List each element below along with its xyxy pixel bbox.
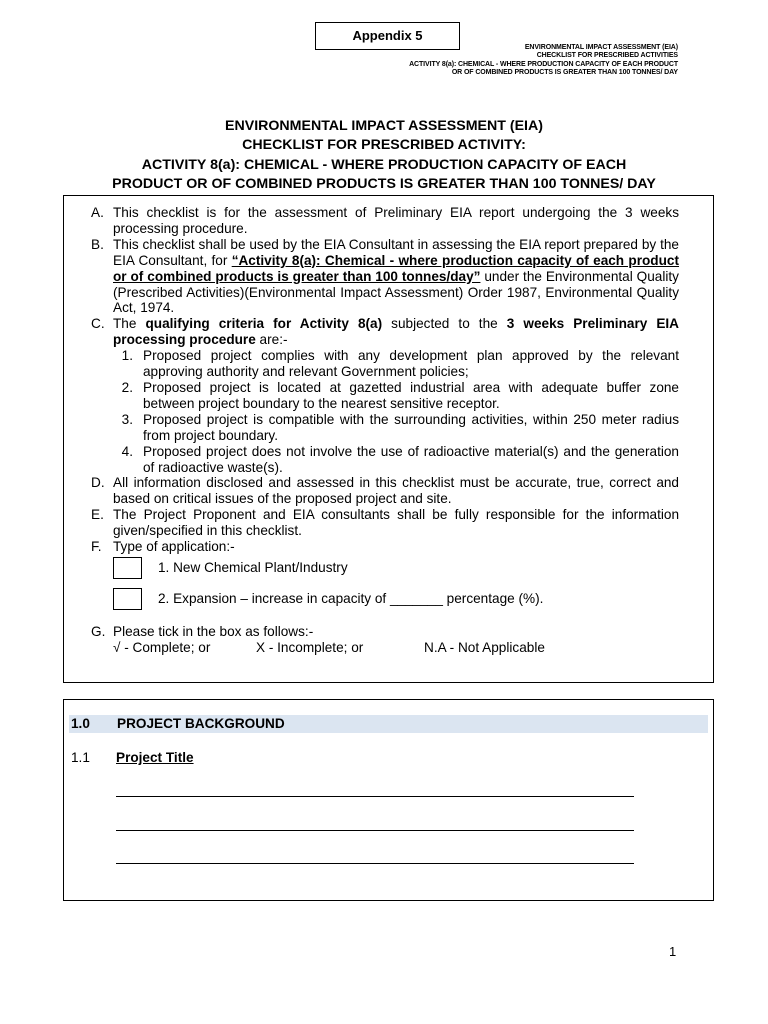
- new-plant-checkbox[interactable]: [113, 557, 142, 579]
- criteria-text: Proposed project is compatible with the surrounding activities, within 250 meter radius from project boundary.: [143, 411, 679, 443]
- running-header: [409, 44, 678, 77]
- appendix-label: Appendix 5: [315, 22, 460, 50]
- legend-complete: √ - Complete; or: [113, 639, 211, 655]
- criteria-item: [113, 348, 679, 380]
- application-type-option: [113, 557, 679, 579]
- criteria-marker: 4.: [121, 443, 133, 459]
- title-line: ACTIVITY 8(a): CHEMICAL - WHERE PRODUCTION CAPACITY OF EACH: [141, 156, 627, 173]
- title-line: CHECKLIST FOR PRESCRIBED ACTIVITY:: [242, 137, 526, 154]
- subsection-number: 1.1: [71, 750, 90, 765]
- criteria-item: [113, 380, 679, 412]
- legend-incomplete: X - Incomplete; or: [256, 639, 364, 655]
- expansion-checkbox[interactable]: [113, 588, 142, 610]
- section-title: PROJECT BACKGROUND: [117, 716, 285, 731]
- procedure-emphasis: 3 weeks Preliminary EIA processing procedure: [113, 316, 680, 348]
- application-type-option: [113, 588, 679, 610]
- criteria-marker: 2.: [121, 379, 133, 395]
- item-text: All information disclosed and assessed in this checklist must be accurate, true, correct and based on critical issues of the proposed project and site.: [113, 475, 679, 507]
- activity-name-emphasis: “Activity 8(a): Chemical - where production capacity of each product or of combined products is greater than 100 tonnes/day”: [113, 252, 680, 284]
- criteria-marker: 3.: [121, 411, 133, 427]
- page-number: 1: [669, 944, 677, 959]
- criteria-item: [113, 412, 679, 444]
- criteria-text: Proposed project is located at gazetted industrial area with adequate buffer zone between project boundary to the nearest sensitive receptor.: [143, 379, 679, 411]
- item-text: Type of application:-: [113, 539, 235, 555]
- item-text: [113, 316, 679, 348]
- option-label: 1. New Chemical Plant/Industry: [158, 559, 348, 575]
- project-title-input-line[interactable]: [116, 830, 634, 831]
- document-title: [60, 117, 708, 195]
- item-marker: F.: [91, 539, 102, 555]
- running-header-line: ACTIVITY 8(a): CHEMICAL - WHERE PRODUCTION CAPACITY OF EACH PRODUCT: [409, 60, 678, 68]
- project-title-input-line[interactable]: [116, 796, 634, 797]
- item-text-part: subjected to the: [382, 316, 507, 332]
- item-text: Please tick in the box as follows:-: [113, 623, 314, 639]
- project-background-section: [63, 699, 714, 901]
- qualifying-criteria-emphasis: qualifying criteria for Activity 8(a): [145, 316, 383, 332]
- subsection-title: Project Title: [116, 750, 194, 765]
- running-header-line: OR OF COMBINED PRODUCTS IS GREATER THAN 100 TONNES/ DAY: [451, 68, 678, 76]
- criteria-item: [113, 444, 679, 476]
- instruction-g: [91, 624, 679, 640]
- instruction-e: [91, 507, 679, 539]
- option-label: 2. Expansion – increase in capacity of _______ percentage (%).: [158, 590, 544, 606]
- item-marker: C.: [91, 316, 105, 332]
- item-marker: B.: [91, 236, 104, 252]
- running-header-line: CHECKLIST FOR PRESCRIBED ACTIVITIES: [536, 52, 678, 60]
- item-text: The Project Proponent and EIA consultants shall be fully responsible for the information given/specified in this checklist.: [113, 507, 679, 539]
- instructions-box: [63, 195, 714, 683]
- instruction-a: [91, 205, 679, 237]
- item-text-part: The: [113, 316, 146, 332]
- item-text: This checklist is for the assessment of Preliminary EIA report undergoing the 3 weeks processing procedure.: [113, 205, 679, 236]
- title-line: PRODUCT OR OF COMBINED PRODUCTS IS GREATER THAN 100 TONNES/ DAY: [112, 176, 656, 193]
- legend-not-applicable: N.A - Not Applicable: [424, 639, 545, 655]
- instruction-f: [91, 539, 679, 555]
- instruction-d: [91, 475, 679, 507]
- item-text: [113, 237, 679, 317]
- section-heading: [69, 715, 708, 733]
- instruction-c: [91, 316, 679, 348]
- item-text-part: This checklist shall be used by the EIA Consultant in assessing the EIA report prepared by the EIA Consultant, for: [113, 236, 679, 268]
- item-text-part: are:-: [255, 332, 288, 348]
- criteria-marker: 1.: [121, 348, 133, 364]
- tick-legend: [113, 640, 679, 656]
- section-number: 1.0: [71, 716, 90, 731]
- item-text-part: under the Environmental Quality (Prescribed Activities)(Environmental Impact Assessment) Order 1987, Environmental Quality Act, 1974.: [113, 268, 679, 316]
- item-marker: D.: [91, 475, 105, 491]
- item-marker: E.: [91, 507, 104, 523]
- criteria-text: Proposed project complies with any development plan approved by the relevant approving authority and relevant Government policies;: [143, 348, 679, 380]
- criteria-text: Proposed project does not involve the use of radioactive material(s) and the generation of radioactive waste(s).: [143, 443, 679, 475]
- item-marker: G.: [91, 623, 106, 639]
- running-header-line: ENVIRONMENTAL IMPACT ASSESSMENT (EIA): [524, 44, 678, 51]
- instruction-b: [91, 237, 679, 317]
- title-line: ENVIRONMENTAL IMPACT ASSESSMENT (EIA): [225, 118, 543, 134]
- project-title-input-line[interactable]: [116, 863, 634, 864]
- item-marker: A.: [91, 205, 104, 220]
